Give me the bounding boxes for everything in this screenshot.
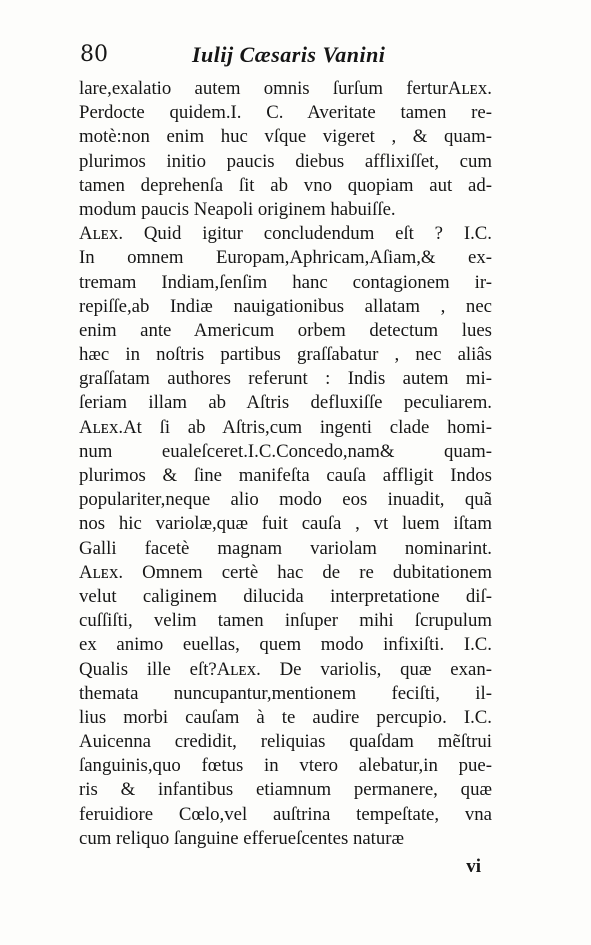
text-line: Auicenna credidit, reliquias quaſdam mẽſtrui (79, 731, 492, 753)
text-line: velut caliginem dilucida interpretatione diſ- (79, 585, 492, 607)
text-line: nos hic variolæ,quæ fuit cauſa , vt luem iſtam (79, 513, 492, 535)
text-line: plurimos & ſine manifeſta cauſa affligit Indos (79, 465, 492, 486)
text-line: ris & infantibus etiamnum permanere, quæ (79, 779, 492, 801)
text-line: lius morbi cauſam à te audire percupio. I.C. (79, 706, 492, 728)
text-line: themata nuncupantur,mentionem feciſti, il- (79, 682, 492, 704)
text-line: cuſſiſti, velim tamen inſuper mihi ſcrupulum (79, 610, 492, 632)
text-line: plurimos initio paucis diebus afflixiſſet, cum (79, 150, 492, 172)
text-line: Aʟᴇx. Omnem certè hac de re dubitationem (79, 561, 492, 583)
text-line: tremam Indiam,ſenſim hanc contagionem ir- (79, 271, 492, 293)
text-line: modum paucis Neapoli originem habuiſſe. (79, 198, 396, 220)
text-line: lare,exalatio autem omnis ſurſum ferturAʟᴇx. (79, 78, 492, 99)
text-line: cum reliquo ſanguine efferueſcentes naturæ (79, 827, 405, 849)
text-line: enim ante Americum orbem detectum lues (79, 319, 492, 341)
page-header (80, 42, 500, 78)
text-line: feruidiore Cœlo,vel auſtrina tempeſtate, vna (79, 803, 492, 825)
text-line: populariter,neque alio modo eos inuadit, quã (79, 489, 492, 511)
text-line: num eualeſceret.I.C.Concedo,nam& quam- (79, 440, 492, 462)
text-line: Aʟᴇx. Quid igitur concludendum eſt ? I.C. (79, 223, 492, 245)
text-line: ſeriam illam ab Aſtris defluxiſſe peculiarem. (79, 392, 492, 414)
text-line: hæc in noſtris partibus graſſabatur , nec aliâs (79, 344, 492, 366)
text-line: ſanguinis,quo fœtus in vtero alebatur,in pue- (79, 755, 492, 777)
text-line: Perdocte quidem.I. C. Averitate tamen re- (79, 102, 492, 124)
text-line: Galli facetè magnam variolam nominarint. (79, 537, 492, 559)
text-line: Aʟᴇx.At ſi ab Aſtris,cum ingenti clade homi- (79, 416, 492, 438)
text-line: tamen deprehenſa ſit ab vno quopiam aut ad- (79, 174, 492, 196)
text-line: In omnem Europam,Aphricam,Aſiam,& ex- (79, 247, 492, 269)
running-head: Iulij Cæsaris Vanini (192, 42, 386, 67)
text-line: ex animo euellas, quem modo infixiſti. I.C. (79, 634, 492, 656)
page-number: 80 (80, 42, 108, 67)
catchword: vi (466, 856, 481, 877)
text-line: Qualis ille eſt?Aʟᴇx. De variolis, quæ exan- (79, 658, 492, 680)
body-text (79, 77, 492, 851)
text-line: graſſatam authores referunt : Indis autem mi- (79, 368, 492, 390)
text-line: motè:non enim huc vſque vigeret , & quam- (79, 126, 492, 148)
text-line: repiſſe,ab Indiæ nauigationibus allatam , nec (79, 295, 492, 317)
